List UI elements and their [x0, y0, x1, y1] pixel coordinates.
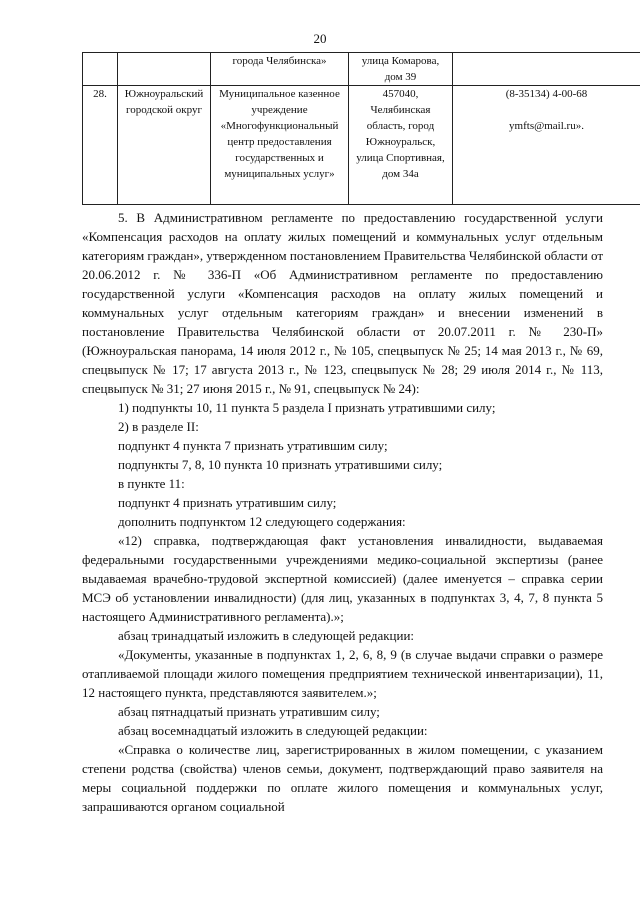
- paragraph: абзац тринадцатый изложить в следующей редакции:: [118, 628, 415, 643]
- cell-contacts: [453, 53, 640, 86]
- cell-address: улица Комарова, дом 39: [349, 53, 453, 86]
- cell-organization: Муниципальное казенное учреждение «Многофункциональный центр предоставления государственных и муниципальных услуг»: [211, 86, 349, 205]
- paragraph: подпункт 4 признать утратившим силу;: [118, 495, 337, 510]
- mfc-table: [82, 52, 640, 205]
- paragraph: «12) справка, подтверждающая факт установления инвалидности, выдаваемая федеральными государственными учреждениями медико-социальной экспертизы (ранее выдаваемая врачебно-трудовой экспертной комиссией) (далее именуется – справка серии МСЭ об установлении инвалидности) (для лиц, указанных в подпунктах 3, 4, 7, 8 пункта 5 настоящего Административного регламента).»;: [82, 533, 603, 624]
- paragraph: «Документы, указанные в подпунктах 1, 2, 6, 8, 9 (в случае выдачи справки о размере отапливаемой площади жилого помещения предприятием технической инвентаризации), 11, 12 настоящего пункта, представляются заявителем.»;: [82, 647, 603, 700]
- paragraph: подпункты 7, 8, 10 пункта 10 признать утратившими силу;: [118, 457, 443, 472]
- cell-name: Южноуральский городской округ: [118, 86, 211, 205]
- cell-organization: города Челябинска»: [211, 53, 349, 86]
- paragraph: абзац пятнадцатый признать утратившим силу;: [118, 704, 380, 719]
- paragraph: 5. В Административном регламенте по предоставлению государственной услуги «Компенсация расходов на оплату жилых помещений и коммунальных услуг отдельным категориям граждан», утвержденном постановлением Правительства Челябинской области от 20.06.2012 г. № 336-П «Об Административном регламенте по предоставлению государственной услуги «Компенсация расходов на оплату жилых помещений и коммунальных услуг отдельным категориям граждан» и внесении изменений в постановление Правительства Челябинской области от 20.07.2011 г. № 230-П» (Южноуральская панорама, 14 июля 2012 г., № 105, спецвыпуск № 25; 14 мая 2013 г., № 69, спецвыпуск № 17; 17 августа 2013 г., № 123, спецвыпуск № 28; 29 июля 2014 г., № 113, спецвыпуск № 31; 27 июня 2015 г., № 91, спецвыпуск № 24):: [82, 210, 603, 396]
- cell-num: 28.: [83, 86, 118, 205]
- cell-name: [118, 53, 211, 86]
- paragraph: 2) в разделе II:: [118, 419, 199, 434]
- paragraph: «Справка о количестве лиц, зарегистрированных в жилом помещении, с указанием степени родства (свойства) членов семьи, документ, подтверждающий право заявителя на меры социальной поддержки по оплате жилого помещения и коммунальных услуг, запрашиваются органом социальной: [82, 742, 603, 814]
- contact-phone: (8-35134) 4-00-68: [505, 88, 588, 100]
- cell-contacts: [453, 86, 640, 205]
- paragraph: подпункт 4 пункта 7 признать утратившим силу;: [118, 438, 388, 453]
- contact-email: ymfts@mail.ru».: [509, 120, 584, 132]
- paragraph: в пункте 11:: [118, 476, 185, 491]
- document-body: [82, 208, 603, 816]
- page-number: 20: [313, 31, 327, 46]
- table-row: [83, 53, 640, 86]
- table-row: [83, 86, 640, 205]
- cell-num: [83, 53, 118, 86]
- paragraph: абзац восемнадцатый изложить в следующей редакции:: [118, 723, 428, 738]
- paragraph: 1) подпункты 10, 11 пункта 5 раздела I признать утратившими силу;: [118, 400, 496, 415]
- cell-address: 457040, Челябинская область, город Южноуральск, улица Спортивная, дом 34а: [349, 86, 453, 205]
- paragraph: дополнить подпунктом 12 следующего содержания:: [118, 514, 406, 529]
